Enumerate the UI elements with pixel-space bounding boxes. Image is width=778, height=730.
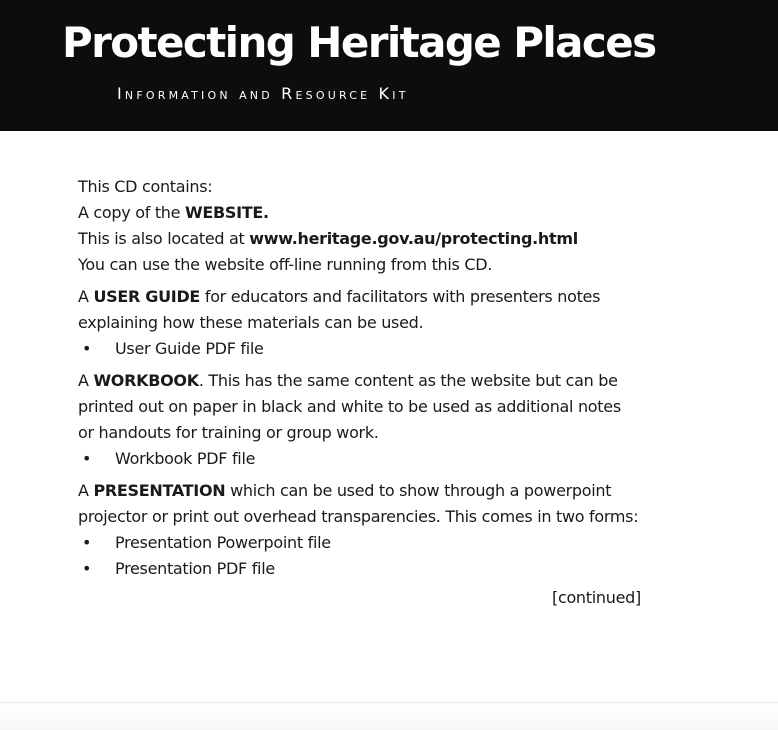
presentation-line-1	[78, 478, 658, 504]
user-guide-line-1	[78, 284, 658, 310]
website-line	[78, 200, 658, 226]
url-prefix: This is also located at	[78, 229, 250, 248]
bullet-icon: •	[82, 559, 92, 578]
website-url: www.heritage.gov.au/protecting.html	[249, 229, 578, 248]
list-item	[78, 336, 658, 362]
website-prefix: A copy of the	[78, 203, 185, 222]
workbook-rest: . This has the same content as the website but can be	[198, 371, 618, 390]
url-line	[78, 226, 658, 252]
list-item	[78, 446, 658, 472]
user-guide-prefix: A	[78, 287, 94, 306]
user-guide-label: USER GUIDE	[93, 287, 201, 306]
user-guide-line-2: explaining how these materials can be used.	[78, 313, 424, 332]
workbook-line-2: printed out on paper in black and white to be used as additional notes	[78, 397, 621, 416]
card-edge	[0, 702, 778, 730]
presentation-label: PRESENTATION	[93, 481, 226, 500]
list-item	[78, 530, 658, 556]
page-title: Protecting Heritage Places	[62, 18, 656, 67]
continued-note: [continued]	[552, 588, 641, 607]
cd-contents	[78, 174, 658, 582]
bullet-icon: •	[82, 533, 92, 552]
presentation-prefix: A	[78, 481, 94, 500]
workbook-prefix: A	[78, 371, 94, 390]
divider	[0, 702, 778, 703]
presentation-ppt-item: Presentation Powerpoint file	[115, 533, 331, 552]
workbook-line-3: or handouts for training or group work.	[78, 423, 379, 442]
intro-heading: This CD contains:	[78, 177, 213, 196]
page-subtitle: Information and Resource Kit	[117, 84, 409, 103]
workbook-line-1	[78, 368, 658, 394]
workbook-label: WORKBOOK	[93, 371, 199, 390]
presentation-rest: which can be used to show through a powerpoint	[225, 481, 612, 500]
list-item	[78, 556, 658, 582]
presentation-pdf-item: Presentation PDF file	[115, 559, 275, 578]
bullet-icon: •	[82, 339, 92, 358]
header-banner	[0, 0, 778, 131]
user-guide-pdf-item: User Guide PDF file	[115, 339, 264, 358]
workbook-pdf-item: Workbook PDF file	[115, 449, 256, 468]
presentation-line-2: projector or print out overhead transparencies. This comes in two forms:	[78, 507, 639, 526]
user-guide-rest: for educators and facilitators with presenters notes	[200, 287, 601, 306]
bullet-icon: •	[82, 449, 92, 468]
offline-line: You can use the website off-line running from this CD.	[78, 255, 493, 274]
website-label: WEBSITE.	[184, 203, 269, 222]
